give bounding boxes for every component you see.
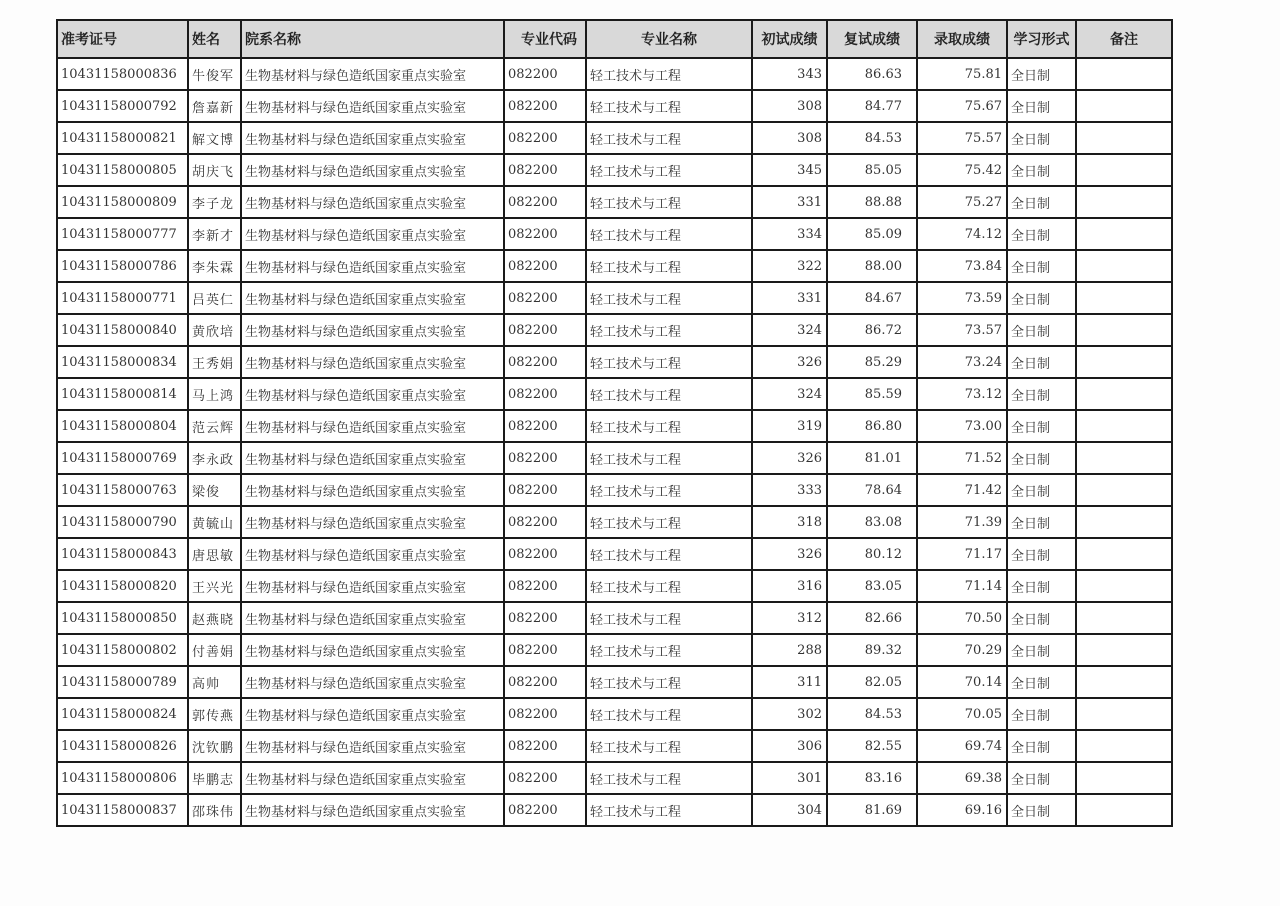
table-row [57, 90, 1172, 122]
cell-initial-score: 343 [752, 58, 827, 90]
cell-initial-score: 311 [752, 666, 827, 698]
cell-exam-id: 10431158000850 [57, 602, 188, 634]
cell-department: 生物基材料与绿色造纸国家重点实验室 [241, 282, 504, 314]
cell-major-code: 082200 [504, 218, 586, 250]
table-row [57, 154, 1172, 186]
cell-major-code: 082200 [504, 538, 586, 570]
cell-major-name: 轻工技术与工程 [586, 666, 752, 698]
header-name: 姓名 [188, 20, 241, 58]
header-department: 院系名称 [241, 20, 504, 58]
cell-major-code: 082200 [504, 58, 586, 90]
cell-admission-score: 71.52 [917, 442, 1007, 474]
cell-major-name: 轻工技术与工程 [586, 602, 752, 634]
cell-initial-score: 304 [752, 794, 827, 826]
cell-retest-score: 80.12 [827, 538, 917, 570]
cell-remarks [1076, 698, 1172, 730]
cell-exam-id: 10431158000763 [57, 474, 188, 506]
cell-name: 马上鸿 [188, 378, 241, 410]
cell-admission-score: 70.14 [917, 666, 1007, 698]
cell-department: 生物基材料与绿色造纸国家重点实验室 [241, 570, 504, 602]
cell-exam-id: 10431158000792 [57, 90, 188, 122]
cell-study-mode: 全日制 [1007, 410, 1076, 442]
table-row [57, 730, 1172, 762]
cell-exam-id: 10431158000834 [57, 346, 188, 378]
cell-name: 邵珠伟 [188, 794, 241, 826]
cell-initial-score: 288 [752, 634, 827, 666]
cell-department: 生物基材料与绿色造纸国家重点实验室 [241, 90, 504, 122]
cell-name: 范云辉 [188, 410, 241, 442]
header-major-name: 专业名称 [586, 20, 752, 58]
table-row [57, 666, 1172, 698]
cell-initial-score: 312 [752, 602, 827, 634]
cell-exam-id: 10431158000786 [57, 250, 188, 282]
cell-remarks [1076, 538, 1172, 570]
cell-department: 生物基材料与绿色造纸国家重点实验室 [241, 538, 504, 570]
cell-exam-id: 10431158000769 [57, 442, 188, 474]
cell-name: 赵燕晓 [188, 602, 241, 634]
cell-name: 毕鹏志 [188, 762, 241, 794]
cell-exam-id: 10431158000804 [57, 410, 188, 442]
cell-remarks [1076, 218, 1172, 250]
header-major-code: 专业代码 [504, 20, 586, 58]
cell-study-mode: 全日制 [1007, 282, 1076, 314]
cell-major-name: 轻工技术与工程 [586, 90, 752, 122]
cell-initial-score: 331 [752, 186, 827, 218]
cell-retest-score: 83.16 [827, 762, 917, 794]
cell-initial-score: 326 [752, 346, 827, 378]
cell-remarks [1076, 122, 1172, 154]
cell-major-code: 082200 [504, 762, 586, 794]
cell-major-code: 082200 [504, 378, 586, 410]
cell-major-name: 轻工技术与工程 [586, 250, 752, 282]
cell-admission-score: 75.27 [917, 186, 1007, 218]
cell-remarks [1076, 90, 1172, 122]
cell-initial-score: 331 [752, 282, 827, 314]
cell-name: 牛俊军 [188, 58, 241, 90]
cell-major-code: 082200 [504, 410, 586, 442]
cell-retest-score: 83.08 [827, 506, 917, 538]
cell-retest-score: 78.64 [827, 474, 917, 506]
cell-department: 生物基材料与绿色造纸国家重点实验室 [241, 474, 504, 506]
cell-exam-id: 10431158000802 [57, 634, 188, 666]
cell-study-mode: 全日制 [1007, 314, 1076, 346]
cell-name: 郭传燕 [188, 698, 241, 730]
table-row [57, 378, 1172, 410]
cell-department: 生物基材料与绿色造纸国家重点实验室 [241, 730, 504, 762]
cell-admission-score: 73.12 [917, 378, 1007, 410]
cell-admission-score: 69.74 [917, 730, 1007, 762]
cell-remarks [1076, 154, 1172, 186]
cell-admission-score: 71.17 [917, 538, 1007, 570]
cell-study-mode: 全日制 [1007, 218, 1076, 250]
table-row [57, 122, 1172, 154]
cell-retest-score: 84.53 [827, 698, 917, 730]
cell-name: 李永政 [188, 442, 241, 474]
cell-major-code: 082200 [504, 794, 586, 826]
cell-department: 生物基材料与绿色造纸国家重点实验室 [241, 154, 504, 186]
table-row [57, 762, 1172, 794]
cell-department: 生物基材料与绿色造纸国家重点实验室 [241, 442, 504, 474]
cell-major-code: 082200 [504, 730, 586, 762]
cell-remarks [1076, 346, 1172, 378]
cell-department: 生物基材料与绿色造纸国家重点实验室 [241, 634, 504, 666]
cell-admission-score: 75.42 [917, 154, 1007, 186]
cell-study-mode: 全日制 [1007, 154, 1076, 186]
cell-exam-id: 10431158000771 [57, 282, 188, 314]
cell-study-mode: 全日制 [1007, 378, 1076, 410]
cell-remarks [1076, 634, 1172, 666]
cell-major-name: 轻工技术与工程 [586, 442, 752, 474]
cell-department: 生物基材料与绿色造纸国家重点实验室 [241, 506, 504, 538]
table-row [57, 538, 1172, 570]
cell-admission-score: 71.42 [917, 474, 1007, 506]
table-row [57, 250, 1172, 282]
cell-major-code: 082200 [504, 474, 586, 506]
cell-study-mode: 全日制 [1007, 794, 1076, 826]
cell-major-name: 轻工技术与工程 [586, 506, 752, 538]
cell-major-name: 轻工技术与工程 [586, 58, 752, 90]
table-row [57, 602, 1172, 634]
cell-department: 生物基材料与绿色造纸国家重点实验室 [241, 602, 504, 634]
cell-major-name: 轻工技术与工程 [586, 346, 752, 378]
cell-retest-score: 86.72 [827, 314, 917, 346]
table-row [57, 442, 1172, 474]
cell-remarks [1076, 762, 1172, 794]
cell-name: 李新才 [188, 218, 241, 250]
cell-name: 王秀娟 [188, 346, 241, 378]
cell-admission-score: 71.14 [917, 570, 1007, 602]
cell-retest-score: 89.32 [827, 634, 917, 666]
cell-study-mode: 全日制 [1007, 474, 1076, 506]
cell-study-mode: 全日制 [1007, 250, 1076, 282]
cell-major-name: 轻工技术与工程 [586, 314, 752, 346]
table-row [57, 570, 1172, 602]
cell-major-name: 轻工技术与工程 [586, 186, 752, 218]
cell-remarks [1076, 730, 1172, 762]
cell-name: 黄毓山 [188, 506, 241, 538]
cell-name: 付善娟 [188, 634, 241, 666]
header-initial-score: 初试成绩 [752, 20, 827, 58]
cell-exam-id: 10431158000826 [57, 730, 188, 762]
cell-exam-id: 10431158000820 [57, 570, 188, 602]
cell-retest-score: 85.29 [827, 346, 917, 378]
cell-retest-score: 86.80 [827, 410, 917, 442]
cell-department: 生物基材料与绿色造纸国家重点实验室 [241, 698, 504, 730]
table-row [57, 410, 1172, 442]
cell-retest-score: 84.67 [827, 282, 917, 314]
cell-exam-id: 10431158000805 [57, 154, 188, 186]
cell-initial-score: 319 [752, 410, 827, 442]
cell-retest-score: 85.05 [827, 154, 917, 186]
admission-results-table [56, 19, 1173, 827]
cell-admission-score: 70.50 [917, 602, 1007, 634]
cell-study-mode: 全日制 [1007, 698, 1076, 730]
cell-name: 李子龙 [188, 186, 241, 218]
cell-major-name: 轻工技术与工程 [586, 762, 752, 794]
cell-remarks [1076, 506, 1172, 538]
cell-study-mode: 全日制 [1007, 634, 1076, 666]
cell-remarks [1076, 410, 1172, 442]
cell-name: 胡庆飞 [188, 154, 241, 186]
cell-admission-score: 69.16 [917, 794, 1007, 826]
cell-retest-score: 88.88 [827, 186, 917, 218]
table-row [57, 634, 1172, 666]
cell-admission-score: 73.00 [917, 410, 1007, 442]
cell-department: 生物基材料与绿色造纸国家重点实验室 [241, 666, 504, 698]
cell-department: 生物基材料与绿色造纸国家重点实验室 [241, 378, 504, 410]
cell-exam-id: 10431158000821 [57, 122, 188, 154]
cell-name: 梁俊 [188, 474, 241, 506]
cell-study-mode: 全日制 [1007, 602, 1076, 634]
cell-major-code: 082200 [504, 122, 586, 154]
cell-initial-score: 345 [752, 154, 827, 186]
cell-retest-score: 82.66 [827, 602, 917, 634]
cell-study-mode: 全日制 [1007, 570, 1076, 602]
cell-admission-score: 70.05 [917, 698, 1007, 730]
cell-study-mode: 全日制 [1007, 730, 1076, 762]
cell-admission-score: 75.81 [917, 58, 1007, 90]
cell-major-name: 轻工技术与工程 [586, 794, 752, 826]
cell-initial-score: 308 [752, 122, 827, 154]
cell-major-name: 轻工技术与工程 [586, 154, 752, 186]
cell-department: 生物基材料与绿色造纸国家重点实验室 [241, 410, 504, 442]
cell-department: 生物基材料与绿色造纸国家重点实验室 [241, 186, 504, 218]
cell-initial-score: 308 [752, 90, 827, 122]
table-row [57, 314, 1172, 346]
cell-study-mode: 全日制 [1007, 58, 1076, 90]
cell-name: 解文博 [188, 122, 241, 154]
table-row [57, 186, 1172, 218]
cell-name: 唐思敏 [188, 538, 241, 570]
cell-admission-score: 71.39 [917, 506, 1007, 538]
header-row [57, 20, 1172, 58]
cell-remarks [1076, 442, 1172, 474]
cell-name: 高帅 [188, 666, 241, 698]
cell-major-name: 轻工技术与工程 [586, 698, 752, 730]
cell-exam-id: 10431158000777 [57, 218, 188, 250]
cell-name: 王兴光 [188, 570, 241, 602]
cell-initial-score: 301 [752, 762, 827, 794]
cell-department: 生物基材料与绿色造纸国家重点实验室 [241, 762, 504, 794]
cell-exam-id: 10431158000806 [57, 762, 188, 794]
cell-study-mode: 全日制 [1007, 186, 1076, 218]
cell-retest-score: 88.00 [827, 250, 917, 282]
cell-remarks [1076, 250, 1172, 282]
cell-exam-id: 10431158000814 [57, 378, 188, 410]
cell-admission-score: 69.38 [917, 762, 1007, 794]
cell-department: 生物基材料与绿色造纸国家重点实验室 [241, 218, 504, 250]
table-row [57, 218, 1172, 250]
cell-retest-score: 83.05 [827, 570, 917, 602]
cell-admission-score: 75.67 [917, 90, 1007, 122]
cell-major-name: 轻工技术与工程 [586, 730, 752, 762]
cell-remarks [1076, 570, 1172, 602]
cell-admission-score: 70.29 [917, 634, 1007, 666]
cell-remarks [1076, 474, 1172, 506]
cell-remarks [1076, 58, 1172, 90]
cell-major-code: 082200 [504, 442, 586, 474]
cell-major-code: 082200 [504, 186, 586, 218]
cell-name: 吕英仁 [188, 282, 241, 314]
cell-study-mode: 全日制 [1007, 122, 1076, 154]
cell-major-name: 轻工技术与工程 [586, 378, 752, 410]
cell-retest-score: 85.09 [827, 218, 917, 250]
cell-major-name: 轻工技术与工程 [586, 410, 752, 442]
cell-study-mode: 全日制 [1007, 666, 1076, 698]
cell-exam-id: 10431158000836 [57, 58, 188, 90]
cell-initial-score: 326 [752, 538, 827, 570]
cell-remarks [1076, 602, 1172, 634]
table-row [57, 506, 1172, 538]
header-admission-score: 录取成绩 [917, 20, 1007, 58]
cell-admission-score: 73.24 [917, 346, 1007, 378]
cell-major-name: 轻工技术与工程 [586, 538, 752, 570]
table-row [57, 282, 1172, 314]
cell-study-mode: 全日制 [1007, 506, 1076, 538]
cell-name: 沈钦鹏 [188, 730, 241, 762]
cell-major-code: 082200 [504, 346, 586, 378]
cell-initial-score: 306 [752, 730, 827, 762]
cell-exam-id: 10431158000840 [57, 314, 188, 346]
cell-department: 生物基材料与绿色造纸国家重点实验室 [241, 346, 504, 378]
cell-major-name: 轻工技术与工程 [586, 282, 752, 314]
cell-department: 生物基材料与绿色造纸国家重点实验室 [241, 794, 504, 826]
cell-admission-score: 73.59 [917, 282, 1007, 314]
cell-department: 生物基材料与绿色造纸国家重点实验室 [241, 314, 504, 346]
cell-initial-score: 333 [752, 474, 827, 506]
cell-initial-score: 334 [752, 218, 827, 250]
cell-major-code: 082200 [504, 698, 586, 730]
cell-exam-id: 10431158000789 [57, 666, 188, 698]
cell-admission-score: 73.84 [917, 250, 1007, 282]
cell-study-mode: 全日制 [1007, 90, 1076, 122]
cell-study-mode: 全日制 [1007, 762, 1076, 794]
table-row [57, 58, 1172, 90]
cell-retest-score: 81.69 [827, 794, 917, 826]
table-row [57, 474, 1172, 506]
header-remarks: 备注 [1076, 20, 1172, 58]
table-row [57, 698, 1172, 730]
cell-admission-score: 73.57 [917, 314, 1007, 346]
cell-major-name: 轻工技术与工程 [586, 570, 752, 602]
cell-initial-score: 322 [752, 250, 827, 282]
cell-department: 生物基材料与绿色造纸国家重点实验室 [241, 122, 504, 154]
cell-major-name: 轻工技术与工程 [586, 634, 752, 666]
header-retest-score: 复试成绩 [827, 20, 917, 58]
cell-major-code: 082200 [504, 570, 586, 602]
cell-exam-id: 10431158000837 [57, 794, 188, 826]
cell-name: 李朱霖 [188, 250, 241, 282]
cell-major-code: 082200 [504, 90, 586, 122]
cell-initial-score: 302 [752, 698, 827, 730]
cell-major-name: 轻工技术与工程 [586, 474, 752, 506]
cell-name: 詹嘉新 [188, 90, 241, 122]
cell-remarks [1076, 314, 1172, 346]
cell-remarks [1076, 378, 1172, 410]
cell-retest-score: 84.53 [827, 122, 917, 154]
cell-admission-score: 74.12 [917, 218, 1007, 250]
cell-exam-id: 10431158000843 [57, 538, 188, 570]
cell-initial-score: 326 [752, 442, 827, 474]
cell-study-mode: 全日制 [1007, 346, 1076, 378]
cell-admission-score: 75.57 [917, 122, 1007, 154]
cell-major-code: 082200 [504, 634, 586, 666]
cell-exam-id: 10431158000790 [57, 506, 188, 538]
table-row [57, 346, 1172, 378]
cell-major-code: 082200 [504, 282, 586, 314]
cell-retest-score: 86.63 [827, 58, 917, 90]
cell-major-name: 轻工技术与工程 [586, 122, 752, 154]
cell-major-code: 082200 [504, 314, 586, 346]
cell-department: 生物基材料与绿色造纸国家重点实验室 [241, 250, 504, 282]
table-row [57, 794, 1172, 826]
cell-retest-score: 82.05 [827, 666, 917, 698]
header-exam-id: 准考证号 [57, 20, 188, 58]
cell-study-mode: 全日制 [1007, 538, 1076, 570]
cell-remarks [1076, 186, 1172, 218]
cell-initial-score: 316 [752, 570, 827, 602]
cell-initial-score: 324 [752, 314, 827, 346]
cell-name: 黄欣培 [188, 314, 241, 346]
cell-major-code: 082200 [504, 154, 586, 186]
cell-major-name: 轻工技术与工程 [586, 218, 752, 250]
cell-remarks [1076, 666, 1172, 698]
cell-initial-score: 318 [752, 506, 827, 538]
cell-major-code: 082200 [504, 666, 586, 698]
cell-retest-score: 81.01 [827, 442, 917, 474]
cell-study-mode: 全日制 [1007, 442, 1076, 474]
cell-retest-score: 82.55 [827, 730, 917, 762]
cell-remarks [1076, 794, 1172, 826]
cell-initial-score: 324 [752, 378, 827, 410]
cell-retest-score: 84.77 [827, 90, 917, 122]
cell-major-code: 082200 [504, 506, 586, 538]
cell-exam-id: 10431158000809 [57, 186, 188, 218]
cell-major-code: 082200 [504, 250, 586, 282]
cell-exam-id: 10431158000824 [57, 698, 188, 730]
cell-retest-score: 85.59 [827, 378, 917, 410]
cell-remarks [1076, 282, 1172, 314]
cell-major-code: 082200 [504, 602, 586, 634]
header-study-mode: 学习形式 [1007, 20, 1076, 58]
cell-department: 生物基材料与绿色造纸国家重点实验室 [241, 58, 504, 90]
